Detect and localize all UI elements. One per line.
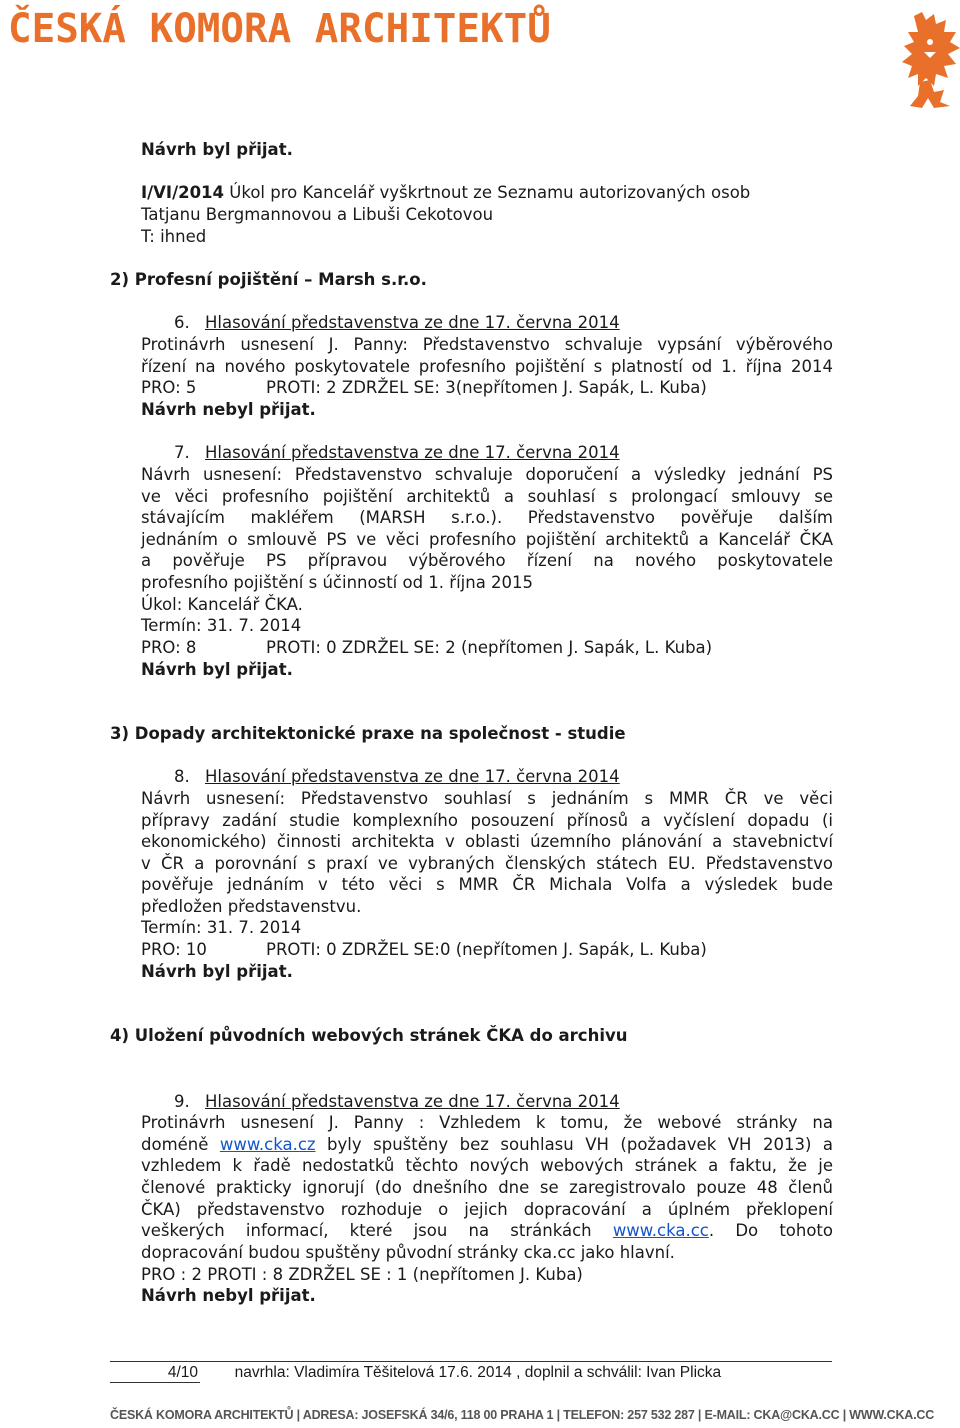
vote-title: Hlasování představenstva ze dne 17. června 2014 — [205, 1092, 620, 1111]
vote-text-line: Protinávrh usnesení J. Panny: Představenstvo schvaluje vypsání výběrového — [141, 335, 833, 354]
vote-count-pro: PRO: 5 — [141, 378, 197, 397]
vote-count-rest: PROTI: 2 ZDRŽEL SE: 3(nepřítomen J. Sapák, L. Kuba) — [266, 378, 707, 397]
vote-text-line: řízení na nového poskytovatele profesního pojištění s platností od 1. října 2014 — [141, 357, 833, 376]
vote-number: 8. — [174, 767, 190, 786]
vote-deadline: Termín: 31. 7. 2014 — [141, 616, 302, 635]
vote-text-line: Návrh usnesení: Představenstvo schvaluje doporučení a výsledky jednání PS — [141, 465, 833, 484]
vote-count-pro: PRO: 8 — [141, 638, 197, 657]
task-line-2: Tatjanu Bergmannovou a Libuši Cekotovou — [141, 205, 494, 224]
section-heading: 2) Profesní pojištění – Marsh s.r.o. — [110, 270, 427, 289]
vote-title: Hlasování představenstva ze dne 17. června 2014 — [205, 313, 620, 332]
vote-count: PRO : 2 PROTI : 8 ZDRŽEL SE : 1 (nepřítomen J. Kuba) — [141, 1265, 583, 1284]
vote-deadline: Termín: 31. 7. 2014 — [141, 918, 302, 937]
vote-number: 6. — [174, 313, 190, 332]
vote-title: Hlasování představenstva ze dne 17. června 2014 — [205, 443, 620, 462]
task-code: I/VI/2014 — [141, 183, 225, 202]
footer-authors: navrhla: Vladimíra Těšitelová 17.6. 2014 , doplnil a schválil: Ivan Plicka — [234, 1364, 722, 1381]
vote-number: 9. — [174, 1092, 190, 1111]
result-text: Návrh nebyl přijat. — [141, 1286, 316, 1305]
org-logo-text: ČESKÁ KOMORA ARCHITEKTŮ — [8, 6, 551, 52]
vote-text-line: ekonomického) činnosti architekta v oblasti územního plánování a stavebnictví — [141, 832, 833, 851]
vote-count-rest: PROTI: 0 ZDRŽEL SE: 2 (nepřítomen J. Sapák, L. Kuba) — [266, 638, 713, 657]
page-number: 4/10 — [110, 1364, 200, 1383]
footer-address: ČESKÁ KOMORA ARCHITEKTŮ | ADRESA: JOSEFSKÁ 34/6, 118 00 PRAHA 1 | TELEFON: 257 532 287 | E-MAIL: CKA@CKA.CC | WWW.CKA.CC — [110, 1408, 935, 1422]
cka-cc-link[interactable]: www.cka.cc — [612, 1221, 709, 1240]
section-heading: 3) Dopady architektonické praxe na společnost - studie — [110, 724, 626, 743]
vote-text-line: v ČR a porovnání s praxí ve vybraných členských státech EU. Představenstvo — [141, 854, 833, 873]
task-deadline: T: ihned — [141, 227, 207, 246]
vote-title: Hlasování představenstva ze dne 17. června 2014 — [205, 767, 620, 786]
vote-count-rest: PROTI: 0 ZDRŽEL SE:0 (nepřítomen J. Sapák, L. Kuba) — [266, 940, 707, 959]
footer-meta — [110, 1364, 721, 1383]
vote-text-line: Návrh usnesení: Představenstvo souhlasí s jednáním s MMR ČR ve věci — [141, 789, 833, 808]
vote-text-line: předložen představenstvu. — [141, 897, 362, 916]
vote-text-line: pověřuje jednáním v této věci s MMR ČR Michala Volfa a výsledek bude — [141, 875, 833, 894]
cka-cz-link[interactable]: www.cka.cz — [219, 1135, 316, 1154]
vote-text-line: a pověřuje PS přípravou výběrového řízení na nového poskytovatele — [141, 551, 833, 570]
vote-text-line: veškerých informací, které jsou na stránkách www.cka.cc. Do tohoto — [141, 1221, 834, 1240]
result-text: Návrh byl přijat. — [141, 660, 293, 679]
vote-text-line: stávajícím makléřem (MARSH s.r.o.). Představenstvo pověřuje dalším — [141, 508, 833, 527]
vote-text-line: dopracování budou spuštěny původní stránky cka.cc jako hlavní. — [141, 1243, 675, 1262]
vote-text-line: ČKA) představenstvo rozhoduje o jejich dopracování a úplném překlopení — [141, 1200, 833, 1219]
result-text: Návrh byl přijat. — [141, 140, 293, 159]
vote-task: Úkol: Kancelář ČKA. — [141, 595, 303, 614]
result-text: Návrh byl přijat. — [141, 962, 293, 981]
vote-text-line: Protinávrh usnesení J. Panny : Vzhledem k tomu, že webové stránky na — [141, 1113, 833, 1132]
vote-text-line: profesního pojištění s účinností od 1. října 2015 — [141, 573, 534, 592]
vote-count-pro: PRO: 10 — [141, 940, 207, 959]
footer-divider — [110, 1361, 832, 1362]
task-text: Úkol pro Kancelář vyškrtnout ze Seznamu autorizovaných osob — [224, 183, 751, 202]
vote-text-line: členové prakticky ignorují (do dnešního dne se zaregistrovalo pouze 48 členů — [141, 1178, 833, 1197]
vote-number: 7. — [174, 443, 190, 462]
task-line — [141, 182, 750, 204]
vote-text-line: ve věci profesního pojištění architektů a souhlasí s prolongací smlouvy se — [141, 487, 833, 506]
vote-text-line: přípravy zadání studie komplexního posouzení přínosů a vyčíslení dopadu (i — [141, 811, 833, 830]
section-heading: 4) Uložení původních webových stránek ČKA do archivu — [110, 1026, 628, 1045]
vote-text-line: doméně www.cka.cz byly spuštěny bez souhlasu VH (požadavek VH 2013) a — [141, 1135, 833, 1154]
result-text: Návrh nebyl přijat. — [141, 400, 316, 419]
vote-text-line: jednáním o smlouvě PS ve věci profesního pojištění architektů a Kancelář ČKA — [141, 530, 833, 549]
vote-text-line: vzhledem k řadě nedostatků těchto nových webových stránek a faktu, že je — [141, 1156, 833, 1175]
lion-icon — [900, 12, 960, 110]
